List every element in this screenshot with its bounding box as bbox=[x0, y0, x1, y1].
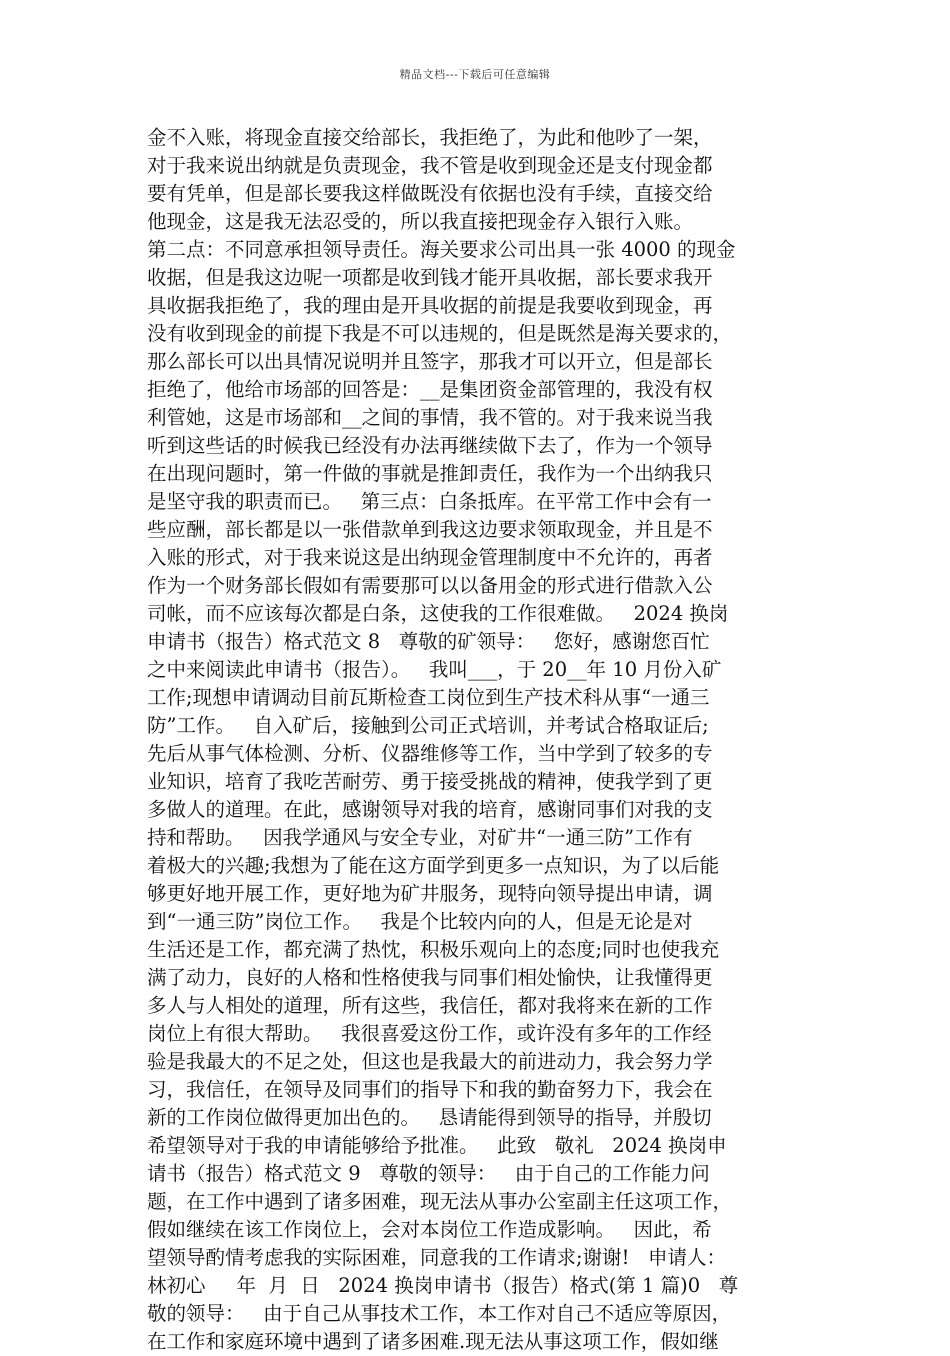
text-line: 林初心 年 月 日 2024 换岗申请书（报告）格式(第 1 篇)0 尊 bbox=[147, 1274, 739, 1297]
page-header: 精品文档---下载后可任意编辑 bbox=[399, 68, 551, 81]
text-line: 之中来阅读此申请书（报告）。 我叫___，于 20__年 10 月份入矿 bbox=[147, 658, 722, 681]
text-line: 多人与人相处的道理，所有这些，我信任，都对我将来在新的工作 bbox=[147, 994, 713, 1017]
text-line: 防”工作。 自入矿后，接触到公司正式培训，并考试合格取证后; bbox=[147, 714, 709, 737]
text-line: 生活还是工作，都充满了热忱，积极乐观向上的态度;同时也使我充 bbox=[147, 938, 720, 961]
text-line: 听到这些话的时候我已经没有办法再继续做下去了，作为一个领导 bbox=[147, 434, 713, 457]
text-line: 在出现问题时，第一件做的事就是推卸责任，我作为一个出纳我只 bbox=[147, 462, 713, 485]
text-line: 新的工作岗位做得更加出色的。 恳请能得到领导的指导，并殷切 bbox=[147, 1106, 712, 1129]
text-line: 持和帮助。 因我学通风与安全专业，对矿井“一通三防”工作有 bbox=[147, 826, 693, 849]
text-line: 作为一个财务部长假如有需要那可以以备用金的形式进行借款入公 bbox=[147, 574, 713, 597]
text-line: 习，我信任，在领导及同事们的指导下和我的勤奋努力下，我会在 bbox=[147, 1078, 713, 1101]
text-line: 没有收到现金的前提下我是不可以违规的，但是既然是海关要求的， bbox=[147, 322, 733, 345]
text-line: 是坚守我的职责而已。 第三点：白条抵库。在平常工作中会有一 bbox=[147, 490, 712, 513]
text-line: 他现金，这是我无法忍受的，所以我直接把现金存入银行入账。 bbox=[147, 210, 694, 233]
text-line: 题，在工作中遇到了诸多困难，现无法从事办公室副主任这项工作， bbox=[147, 1190, 733, 1213]
text-line: 金不入账，将现金直接交给部长，我拒绝了，为此和他吵了一架， bbox=[147, 126, 713, 149]
text-line: 利管她，这是市场部和__之间的事情，我不管的。对于我来说当我 bbox=[147, 406, 713, 429]
body-text bbox=[147, 124, 823, 1356]
text-line: 业知识，培育了我吃苦耐劳、勇于接受挑战的精神，使我学到了更 bbox=[147, 770, 713, 793]
text-line: 入账的形式，对于我来说这是出纳现金管理制度中不允许的，再者 bbox=[147, 546, 713, 569]
text-line: 拒绝了，他给市场部的回答是：__是集团资金部管理的，我没有权 bbox=[147, 378, 713, 401]
text-line: 工作;现想申请调动目前瓦斯检查工岗位到生产技术科从事“一通三 bbox=[147, 686, 710, 709]
text-line: 满了动力，良好的人格和性格使我与同事们相处愉快，让我懂得更 bbox=[147, 966, 713, 989]
text-line: 申请书（报告）格式范文 8 尊敬的矿领导： 您好，感谢您百忙 bbox=[147, 630, 710, 653]
text-line: 具收据我拒绝了，我的理由是开具收据的前提是我要收到现金，再 bbox=[147, 294, 713, 317]
text-line: 第二点：不同意承担领导责任。海关要求公司出具一张 4000 的现金 bbox=[147, 238, 736, 261]
text-line: 请书（报告）格式范文 9 尊敬的领导： 由于自己的工作能力问 bbox=[147, 1162, 710, 1185]
text-line: 在工作和家庭环境中遇到了诸多困难.现无法从事这项工作，假如继 bbox=[147, 1330, 719, 1353]
text-line: 司帐，而不应该每次都是白条，这使我的工作很难做。 2024 换岗 bbox=[147, 602, 729, 625]
text-line: 收据，但是我这边呢一项都是收到钱才能开具收据，部长要求我开 bbox=[147, 266, 713, 289]
text-line: 假如继续在该工作岗位上，会对本岗位工作造成影响。 因此，希 bbox=[147, 1218, 712, 1241]
text-line: 验是我最大的不足之处，但这也是我最大的前进动力，我会努力学 bbox=[147, 1050, 713, 1073]
text-line: 着极大的兴趣;我想为了能在这方面学到更多一点知识，为了以后能 bbox=[147, 854, 720, 877]
text-line: 先后从事气体检测、分析、仪器维修等工作，当中学到了较多的专 bbox=[147, 742, 713, 765]
text-line: 多做人的道理。在此，感谢领导对我的培育，感谢同事们对我的支 bbox=[147, 798, 713, 821]
text-line: 够更好地开展工作，更好地为矿井服务，现特向领导提出申请，调 bbox=[147, 882, 713, 905]
text-line: 对于我来说出纳就是负责现金，我不管是收到现金还是支付现金都 bbox=[147, 154, 713, 177]
text-line: 到“一通三防”岗位工作。 我是个比较内向的人，但是无论是对 bbox=[147, 910, 693, 933]
text-line: 岗位上有很大帮助。 我很喜爱这份工作，或许没有多年的工作经 bbox=[147, 1022, 712, 1045]
text-line: 敬的领导： 由于自己从事技术工作，本工作对自己不适应等原因， bbox=[147, 1302, 732, 1325]
text-line: 希望领导对于我的申请能够给予批准。 此致 敬礼 2024 换岗申 bbox=[147, 1134, 727, 1157]
text-line: 要有凭单，但是部长要我这样做既没有依据也没有手续，直接交给 bbox=[147, 182, 713, 205]
text-line: 那么部长可以出具情况说明并且签字，那我才可以开立，但是部长 bbox=[147, 350, 713, 373]
text-line: 些应酬，部长都是以一张借款单到我这边要求领取现金，并且是不 bbox=[147, 518, 713, 541]
text-line: 望领导酌情考虑我的实际困难，同意我的工作请求;谢谢! 申请人： bbox=[147, 1246, 727, 1269]
